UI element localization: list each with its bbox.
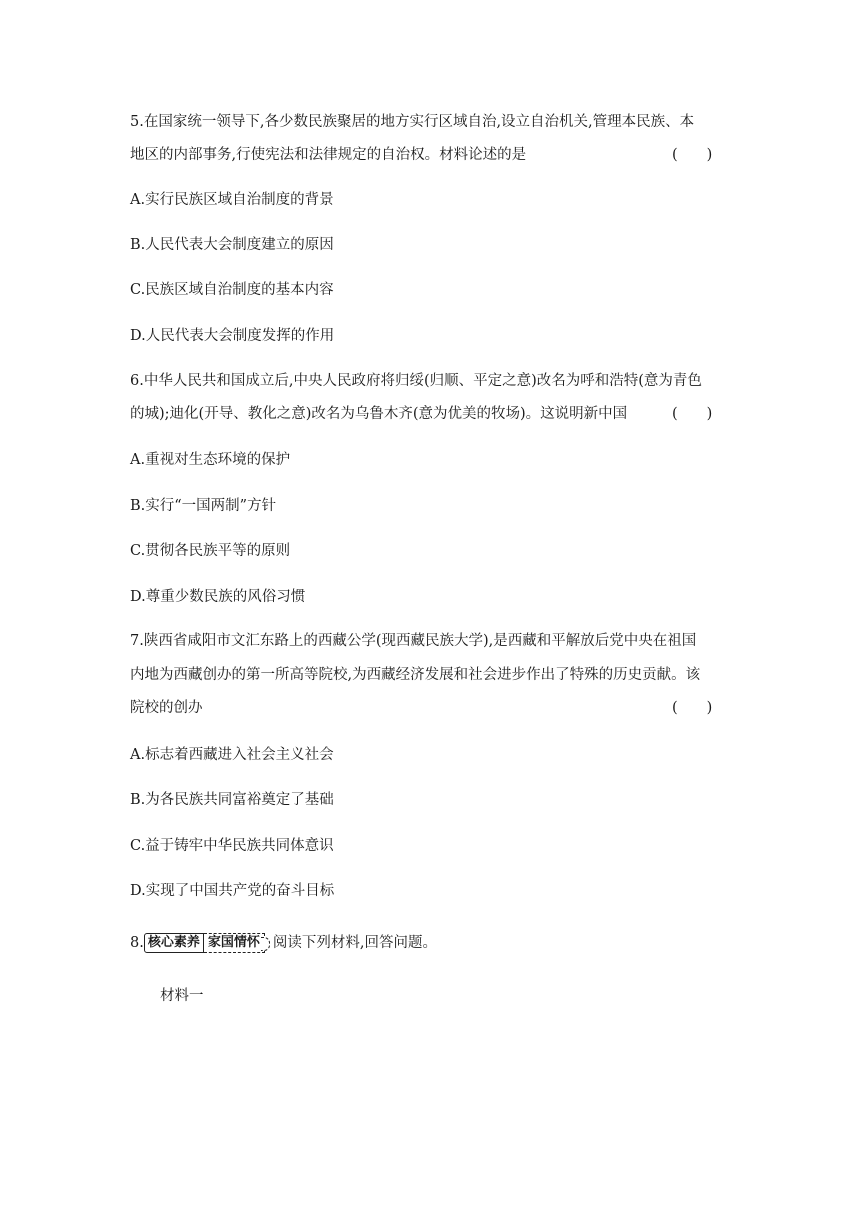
q6-option-a: A.重视对生态环境的保护 — [130, 452, 291, 468]
q8-material-label: 材料一 — [160, 988, 204, 1004]
q5-stem-text: 地区的内部事务,行使宪法和法律规定的自治权。材料论述的是 — [130, 147, 527, 163]
q5-answer-blank: ( ) — [672, 147, 713, 163]
q7-option-c: C.益于铸牢中华民族共同体意识 — [130, 838, 334, 854]
q5-stem-line-2 — [130, 145, 730, 165]
q7-stem-line-1: 7.陕西省咸阳市文汇东路上的西藏公学(现西藏民族大学),是西藏和平解放后党中央在祖国 — [130, 633, 697, 649]
q7-option-b: B.为各民族共同富裕奠定了基础 — [130, 792, 334, 808]
q7-answer-blank: ( ) — [672, 700, 713, 716]
q5-option-b: B.人民代表大会制度建立的原因 — [130, 237, 334, 253]
q6-stem-line-2 — [130, 404, 730, 424]
literacy-badge — [144, 933, 265, 953]
q6-answer-blank: ( ) — [672, 406, 713, 422]
q5-option-c: C.民族区域自治制度的基本内容 — [130, 282, 334, 298]
q6-stem-text: 的城);迪化(开导、教化之意)改名为乌鲁木齐(意为优美的牧场)。这说明新中国 — [130, 406, 628, 422]
badge-core-literacy: 核心素养 — [144, 933, 204, 953]
badge-patriotism: 家国情怀 — [204, 933, 265, 953]
q7-option-a: A.标志着西藏进入社会主义社会 — [130, 747, 334, 763]
q6-option-b: B.实行“一国两制”方针 — [130, 498, 277, 514]
q6-option-d: D.尊重少数民族的风俗习惯 — [130, 589, 306, 605]
q8-stem-line — [130, 933, 730, 953]
q7-stem-line-2: 内地为西藏创办的第一所高等院校,为西藏经济发展和社会进步作出了特殊的历史贡献。该 — [130, 667, 701, 683]
q7-stem-line-3 — [130, 698, 730, 718]
q6-option-c: C.贯彻各民族平等的原则 — [130, 543, 291, 559]
q8-number: 8. — [130, 935, 144, 951]
q5-option-a: A.实行民族区域自治制度的背景 — [130, 192, 334, 208]
q8-prompt: 阅读下列材料,回答问题。 — [272, 935, 437, 951]
q5-option-d: D.人民代表大会制度发挥的作用 — [130, 328, 335, 344]
q5-stem-line-1: 5.在国家统一领导下,各少数民族聚居的地方实行区域自治,设立自治机关,管理本民族、本 — [130, 114, 695, 130]
q7-option-d: D.实现了中国共产党的奋斗目标 — [130, 883, 335, 899]
q6-stem-line-1: 6.中华人民共和国成立后,中央人民政府将归绥(归顺、平定之意)改名为呼和浩特(意为青色 — [130, 373, 702, 389]
q7-stem-text: 院校的创办 — [130, 700, 203, 716]
